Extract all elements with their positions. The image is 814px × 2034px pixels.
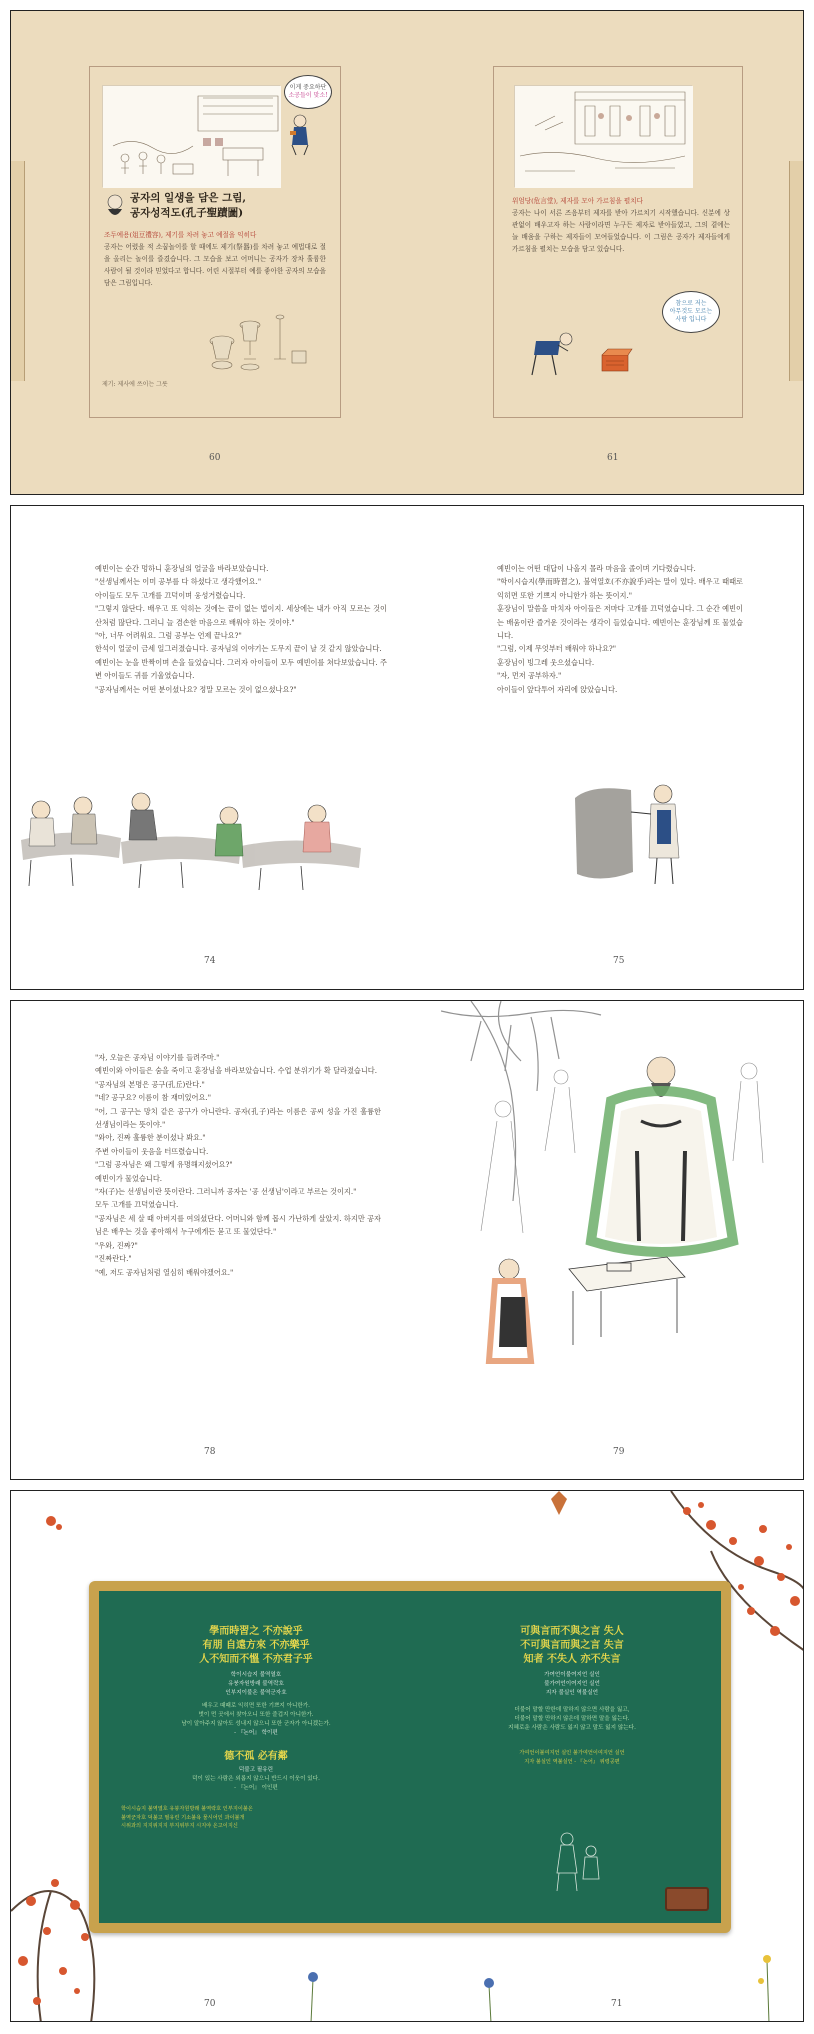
- right-paragraph: "그럼, 이제 무엇부터 배워야 하나요?": [497, 644, 617, 654]
- left-paragraph: "네? 공구요? 이름이 참 재미있어요.": [95, 1093, 212, 1103]
- right-meaning-line: 더불어 말할 만한데 말하지 않으면 사람을 잃고,: [514, 1707, 630, 1713]
- left-reading-line: 학이시습지 불역열호: [230, 1672, 282, 1678]
- left-bottom-line: 시위과의 지지위지지 부지위부지 시지야 온고이지신: [121, 1823, 238, 1830]
- right-body-text: [512, 195, 730, 255]
- left-red-lead: 조두예용(俎豆禮容), 제기를 차려 놓고 예절을 익히다: [104, 231, 257, 239]
- page-number-left: 78: [204, 1447, 216, 1457]
- bowing-child-icon: [522, 317, 582, 379]
- left-paragraph: 모두 고개를 끄덕였습니다.: [95, 1200, 179, 1210]
- right-reading-line: 가여언이불여지언 실인: [544, 1672, 600, 1678]
- right-red-lead: 위엄당(危言堂), 제자를 모아 가르침을 펼치다: [512, 197, 643, 205]
- classroom-children-illustration: [11, 768, 381, 896]
- left-paragraph: 한석이 얼굴이 금세 일그러졌습니다. 공자님의 이야기는 도무지 끝이 날 것 같지 않았습니다.: [95, 644, 382, 654]
- book-spread-3: [10, 1000, 804, 1480]
- left-hanja-line: 學而時習之 不亦說乎: [209, 1626, 303, 1637]
- left-story-text: [95, 562, 387, 696]
- left-paragraph: 예빈이가 물었습니다.: [95, 1173, 163, 1183]
- left-hanja-line: 人不知而不慍 不亦君子乎: [199, 1654, 313, 1665]
- book-spine-right: [789, 161, 803, 381]
- left-paragraph: "아, 너무 어려워요. 그럼 공부는 언제 끝나요?": [95, 631, 242, 641]
- child-character-icon: [286, 113, 316, 157]
- left-page-frame: [89, 66, 341, 418]
- left-body: 공자는 어렸을 적 소꿉놀이를 할 때에도 제기(祭器)를 차려 놓고 예법대로 절을 올리는 놀이를 즐겼습니다. 그 모습을 보고 어머니는 공자가 장차 훌륭한 사람이 될 것이라 믿었다고 합니다. 어린 시절부터 예를 좋아한 공자의 모습을 담은 그림입니다.: [104, 243, 326, 287]
- speech-bubble-right: [662, 291, 720, 333]
- right-hanja-line: 知者 不失人 亦不失言: [523, 1654, 621, 1665]
- book-spread-1: [10, 10, 804, 495]
- left-paragraph: "공자님께서는 어떤 분이셨나요? 정말 모르는 것이 없으셨나요?": [95, 684, 297, 694]
- right-chalk-content: [441, 1625, 703, 1766]
- left-meaning-line: 남이 알아주지 않아도 성내지 않으니 또한 군자가 아니겠는가.: [181, 1721, 331, 1727]
- left-reading-line: 인부지이불온 불역군자호: [225, 1690, 287, 1696]
- left-second-meaning-line: 덕이 있는 사람은 외롭지 않으니 반드시 이웃이 있다.: [192, 1776, 320, 1782]
- page-number-left: 74: [204, 956, 216, 966]
- left-paragraph: "예, 저도 공자님처럼 열심히 배워야겠어요.": [95, 1267, 234, 1277]
- right-paragraph: "자, 먼저 공부하자.": [497, 671, 562, 681]
- left-bottom-line: 학이시습지 불역열호 유붕자원방래 불역락호 인부지이불온: [121, 1806, 253, 1812]
- left-paragraph: "진짜란다.": [95, 1254, 132, 1264]
- left-meaning-line: 배우고 때때로 익히면 또한 기쁘지 아니한가.: [202, 1703, 310, 1709]
- page-number-right: 71: [611, 1999, 623, 2009]
- right-page-frame: [493, 66, 743, 418]
- ancestral-rite-illustration: [102, 85, 280, 187]
- left-reading-line: 유붕자원방래 불역락호: [228, 1681, 284, 1687]
- page-number-right: 79: [613, 1447, 625, 1457]
- left-body-text: [104, 229, 326, 289]
- speech-bubble-left-line-2: 소공들이 맞소!: [288, 92, 328, 99]
- left-paragraph: "그럼 공자님은 왜 그렇게 유명해지셨어요?": [95, 1160, 233, 1170]
- book-chest-icon: [598, 347, 634, 377]
- blackboard-eraser-icon: [665, 1887, 709, 1911]
- right-hanja-line: 可與言而不與之言 失人: [520, 1626, 624, 1637]
- speech-bubble-left-line-1: 이게 중요하단: [289, 84, 327, 91]
- left-paragraph: "어, 그 공구는 망치 같은 공구가 아니란다. 공자(孔子)라는 이름은 공씨 성을 가진 훌륭한 선생님이라는 뜻이야.": [95, 1106, 381, 1130]
- left-paragraph: "그렇지 않단다. 배우고 또 익히는 것에는 끝이 없는 법이지. 세상에는 내가 아직 모르는 것이 산처럼 많단다. 그러니 늘 겸손한 마음으로 배워야 하는 것이야.": [95, 604, 387, 627]
- page-number-left: 60: [209, 453, 221, 463]
- page-number-right: 75: [613, 956, 625, 966]
- right-hanja-line: 不可與言而與之言 失言: [520, 1640, 624, 1651]
- right-story-text: [497, 562, 743, 696]
- left-paragraph: 예빈이는 눈을 반짝이며 손을 들었습니다. 그러자 아이들이 모두 예빈이를 쳐다보았습니다. 주변 아이들도 귀를 기울였습니다.: [95, 657, 387, 681]
- left-source-note: - 『논어』 학이편: [234, 1730, 278, 1736]
- left-reading: [121, 1671, 391, 1698]
- section-title-line-1: 공자의 일생을 담은 그림,: [130, 192, 247, 204]
- right-meaning: [441, 1706, 703, 1733]
- right-body: 공자는 나이 서른 즈음부터 제자를 받아 가르치기 시작했습니다. 신분에 상관없이 배우고자 하는 사람이라면 누구든 제자로 받아들였고, 그의 곁에는 늘 배움을 구하는 제자들이 모여들었습니다. 이 그림은 공자가 제자들에게 가르침을 펼치는 모습을 담고 있습니다.: [512, 209, 730, 253]
- left-paragraph: "선생님께서는 이미 공부를 다 하셨다고 생각했어요.": [95, 577, 262, 587]
- left-paragraph: "와아, 진짜 훌륭한 분이셨나 봐요.": [95, 1133, 206, 1143]
- chalkboard-frame: [89, 1581, 731, 1933]
- left-story-text: [95, 1051, 381, 1279]
- chalkboard: [99, 1591, 721, 1923]
- left-paragraph: 예빈이는 순간 멍하니 훈장님의 얼굴을 바라보았습니다.: [95, 564, 269, 573]
- left-second-meaning: [121, 1775, 391, 1793]
- right-reading-line: 불가여언이여지언 실언: [544, 1681, 600, 1687]
- left-bottom-note: [121, 1805, 391, 1831]
- left-caption: 제기: 제사에 쓰이는 그릇: [102, 381, 168, 388]
- right-reading-line: 지자 불실인 역불실언: [545, 1690, 599, 1696]
- left-second-meaning-line: - 『논어』 이인편: [234, 1785, 278, 1791]
- right-paragraph: 예빈이는 어떤 대답이 나올지 몰라 마음을 졸이며 기다렸습니다.: [497, 564, 696, 573]
- book-spine-left: [11, 161, 25, 381]
- speech-bubble-right-line-2: 아무것도 모르는: [669, 308, 713, 315]
- teacher-at-rock-illustration: [571, 768, 707, 890]
- book-spread-4: [10, 1490, 804, 2022]
- left-chalk-content: [121, 1625, 391, 1831]
- page-number-right: 61: [607, 453, 619, 463]
- section-title-line-2: 공자성적도(孔子聖蹟圖): [130, 207, 244, 219]
- left-paragraph: "공자님의 본명은 공구(孔丘)란다.": [95, 1079, 205, 1089]
- left-second-reading: 덕불고 필유린: [238, 1767, 274, 1773]
- speech-bubble-right-line-3: 사람 입니다: [675, 316, 707, 323]
- book-spread-2: [10, 505, 804, 990]
- left-paragraph: "자(子)는 선생님이란 뜻이란다. 그러니까 공자는 '공 선생님'이라고 부르는 것이지.": [95, 1187, 357, 1197]
- left-hanja-title: [121, 1625, 391, 1667]
- left-paragraph: "우와, 진짜?": [95, 1240, 138, 1250]
- page-number-left: 70: [204, 1999, 216, 2009]
- right-meaning-line: 지혜로운 사람은 사람도 잃지 않고 말도 잃지 않는다.: [508, 1725, 636, 1731]
- right-bottom-line: 지자 불실인 역불실언 - 『논어』 위령공편: [524, 1758, 620, 1765]
- right-paragraph: 훈장님이 말씀을 마치자 아이들은 저마다 고개를 끄덕였습니다. 그 순간 예빈이는 배움이란 즐거운 것이라는 생각이 들었습니다. 예빈이는 훈장님께 또 물었습니다.: [497, 604, 743, 641]
- right-reading: [441, 1671, 703, 1698]
- left-paragraph: 예빈이와 아이들은 숨을 죽이고 훈장님을 바라보았습니다. 수업 분위기가 확 달라졌습니다.: [95, 1066, 378, 1076]
- speech-bubble-right-line-1: 참으로 저는: [675, 300, 707, 307]
- left-paragraph: "공자님은 세 살 때 아버지를 여의셨단다. 어머니와 함께 몹시 가난하게 살았지. 하지만 공자님은 배우는 것을 좋아해서 누구에게든 묻고 또 물었단다.": [95, 1213, 381, 1237]
- speech-bubble-left: [284, 75, 332, 109]
- left-bottom-line: 불역군자호 덕불고 필유린 기소불욕 물시어인 과이불개: [121, 1814, 245, 1821]
- section-title: [130, 191, 246, 221]
- left-hanja-line: 有朋 自遠方來 不亦樂乎: [202, 1640, 310, 1651]
- scholar-portrait-icon: [104, 193, 126, 221]
- confucius-seated-illustration: [441, 1001, 803, 1441]
- left-paragraph: 주변 아이들이 웃음을 터뜨렸습니다.: [95, 1146, 209, 1156]
- right-bottom-line: 가여언이불여지언 실인 불가여언이여지언 실언: [519, 1750, 625, 1756]
- left-second-hanja: 德不孤 必有鄰: [224, 1751, 288, 1762]
- left-paragraph: 아이들도 모두 고개를 끄덕이며 웅성거렸습니다.: [95, 590, 246, 600]
- left-paragraph: "자, 오늘은 공자님 이야기를 들려주마.": [95, 1053, 220, 1062]
- right-paragraph: 훈장님이 빙그레 웃으셨습니다.: [497, 657, 595, 667]
- teaching-scene-illustration: [514, 85, 692, 187]
- left-meaning-line: 벗이 먼 곳에서 찾아오니 또한 즐겁지 아니한가.: [198, 1712, 314, 1718]
- right-hanja-title: [441, 1625, 703, 1667]
- right-paragraph: "학이시습지(學而時習之), 불역열호(不亦說乎)라는 말이 있다. 배우고 때때로 익히면 또한 기쁘지 아니한가 하는 뜻이지.": [497, 577, 743, 600]
- right-paragraph: 아이들이 앞다투어 자리에 앉았습니다.: [497, 684, 618, 694]
- left-meaning: [121, 1702, 391, 1729]
- bowing-figures-icon: [547, 1817, 607, 1897]
- right-bottom-note: [441, 1749, 703, 1766]
- ritual-vessels-illustration: [202, 311, 314, 373]
- right-meaning-line: 더불어 말할 만하지 않은데 말하면 말을 잃는다.: [514, 1716, 630, 1722]
